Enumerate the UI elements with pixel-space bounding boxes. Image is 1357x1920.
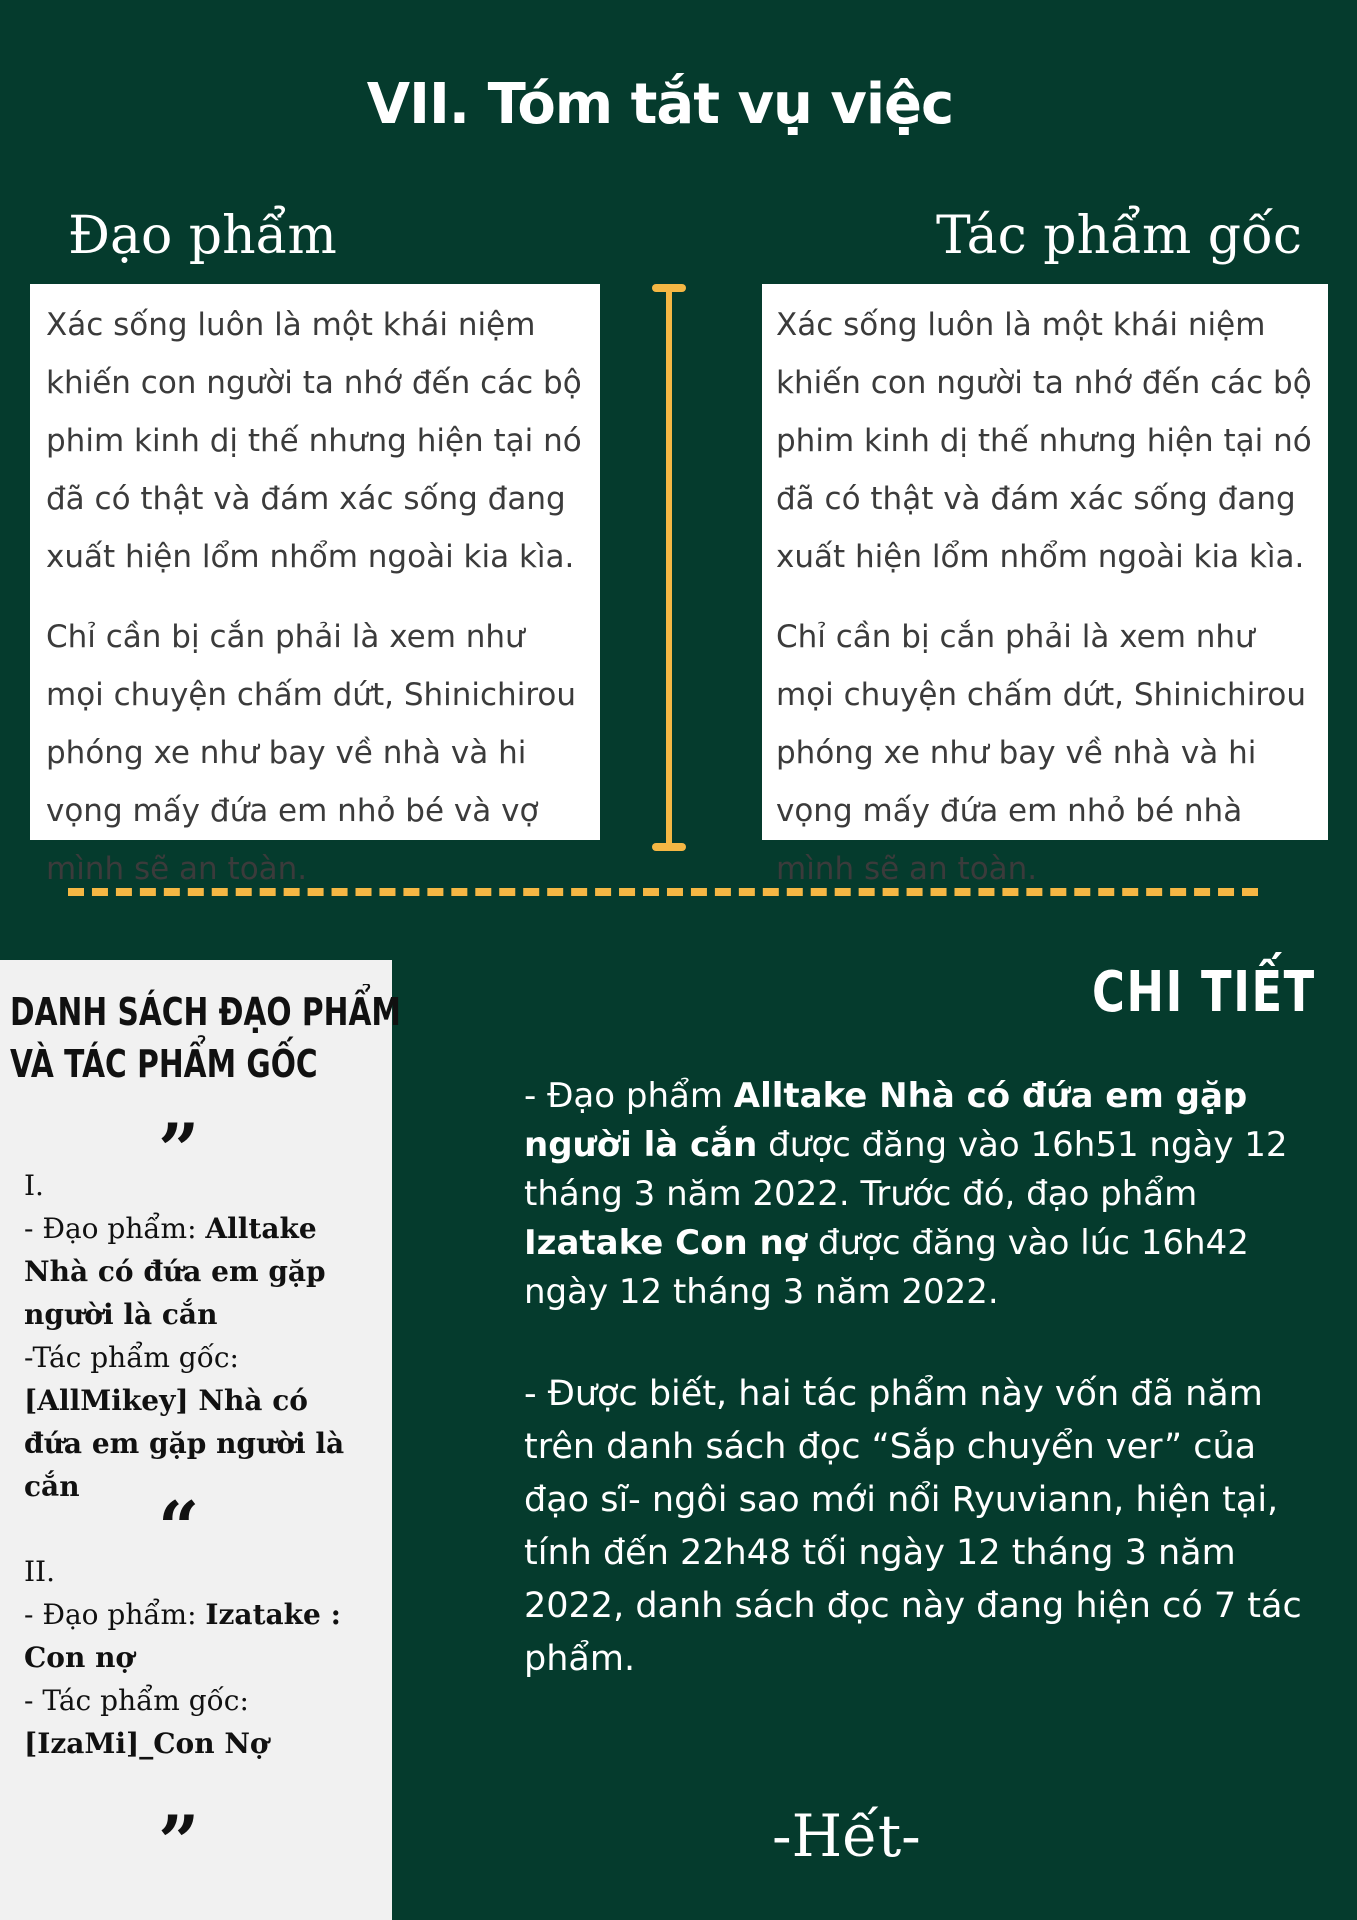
list-item-1-numeral: I. [24, 1169, 44, 1202]
list-panel-title-line2: VÀ TÁC PHẨM GỐC [10, 1042, 318, 1086]
list-item-2-plagiarism-title: Izatake : Con nợ [24, 1598, 341, 1674]
list-item-1-original-label: -Tác phẩm gốc: [24, 1341, 239, 1374]
list-panel-title-line1: DANH SÁCH ĐẠO PHẨM [10, 990, 401, 1034]
list-item-1-original-title: [AllMikey] Nhà có đứa em gặp người là cắn [24, 1384, 345, 1503]
original-heading: Tác phẩm gốc [936, 206, 1303, 266]
comparison-divider [666, 288, 672, 848]
divider-cap-top [652, 284, 686, 292]
list-item-2 [24, 1550, 374, 1765]
list-item-1-plagiarism: - Đạo phẩm: Alltake Nhà có đứa em gặp người là cắn [24, 1212, 326, 1331]
detail-plagiarism-title-2: Izatake Con nợ [524, 1223, 808, 1263]
quote-open-icon: “ [158, 1485, 200, 1570]
detail-heading: CHI TIẾT [1092, 960, 1316, 1025]
quote-close-icon: ” [158, 1107, 200, 1192]
section-divider [68, 888, 1258, 896]
page-title: VII. Tóm tắt vụ việc [366, 72, 954, 137]
list-item-1-plagiarism-title: Alltake Nhà có đứa em gặp người là cắn [24, 1212, 326, 1331]
list-item-1 [24, 1164, 374, 1508]
list-item-2-original-label: - Tác phẩm gốc: [24, 1684, 249, 1717]
detail-paragraph-2: - Được biết, hai tác phẩm này vốn đã năm trên danh sách đọc “Sắp chuyển ver” của đạo sĩ- ngôi sao mới nổi Ryuviann, hiện tại, tính đến 22h48 tối ngày 12 tháng 3 năm 2022, danh sách đọc này đang hiện có 7 tác phẩm. [524, 1374, 1302, 1679]
divider-cap-bottom [652, 843, 686, 851]
list-item-2-numeral: II. [24, 1555, 56, 1588]
plagiarism-excerpt-p2: Chỉ cần bị cắn phải là xem như mọi chuyện chấm dứt, Shinichirou phóng xe như bay về nhà và hi vọng mấy đứa em nhỏ bé và vợ mình sẽ an toàn. [46, 619, 576, 887]
detail-plagiarism-title-1: Alltake Nhà có đứa em gặp người là cắn [524, 1076, 1248, 1165]
plagiarism-heading: Đạo phẩm [68, 206, 337, 266]
end-marker: -Hết- [772, 1802, 921, 1870]
list-item-2-original-title: [IzaMi]_Con Nợ [24, 1727, 269, 1760]
plagiarism-excerpt-box [30, 284, 600, 887]
original-excerpt-p1: Xác sống luôn là một khái niệm khiến con người ta nhớ đến các bộ phim kinh dị thế nhưng hiện tại nó đã có thật và đám xác sống đang xuất hiện lổm nhổm ngoài kia kìa. [776, 307, 1312, 575]
list-panel-title [10, 986, 401, 1090]
quote-close-icon-bottom: ” [158, 1799, 200, 1884]
detail-paragraph-1: - Đạo phẩm Alltake Nhà có đứa em gặp người là cắn được đăng vào 16h51 ngày 12 tháng 3 năm 2022. Trước đó, đạo phẩm Izatake Con nợ được đăng vào lúc 16h42 ngày 12 tháng 3 năm 2022. [524, 1076, 1288, 1312]
original-excerpt-p2: Chỉ cần bị cắn phải là xem như mọi chuyện chấm dứt, Shinichirou phóng xe như bay về nhà và hi vọng mấy đứa em nhỏ bé nhà mình sẽ an toàn. [776, 619, 1306, 887]
original-excerpt-box [762, 284, 1328, 887]
list-item-2-plagiarism: - Đạo phẩm: Izatake : Con nợ [24, 1598, 341, 1674]
plagiarism-excerpt-p1: Xác sống luôn là một khái niệm khiến con người ta nhớ đến các bộ phim kinh dị thế nhưng hiện tại nó đã có thật và đám xác sống đang xuất hiện lổm nhổm ngoài kia kìa. [46, 307, 582, 575]
